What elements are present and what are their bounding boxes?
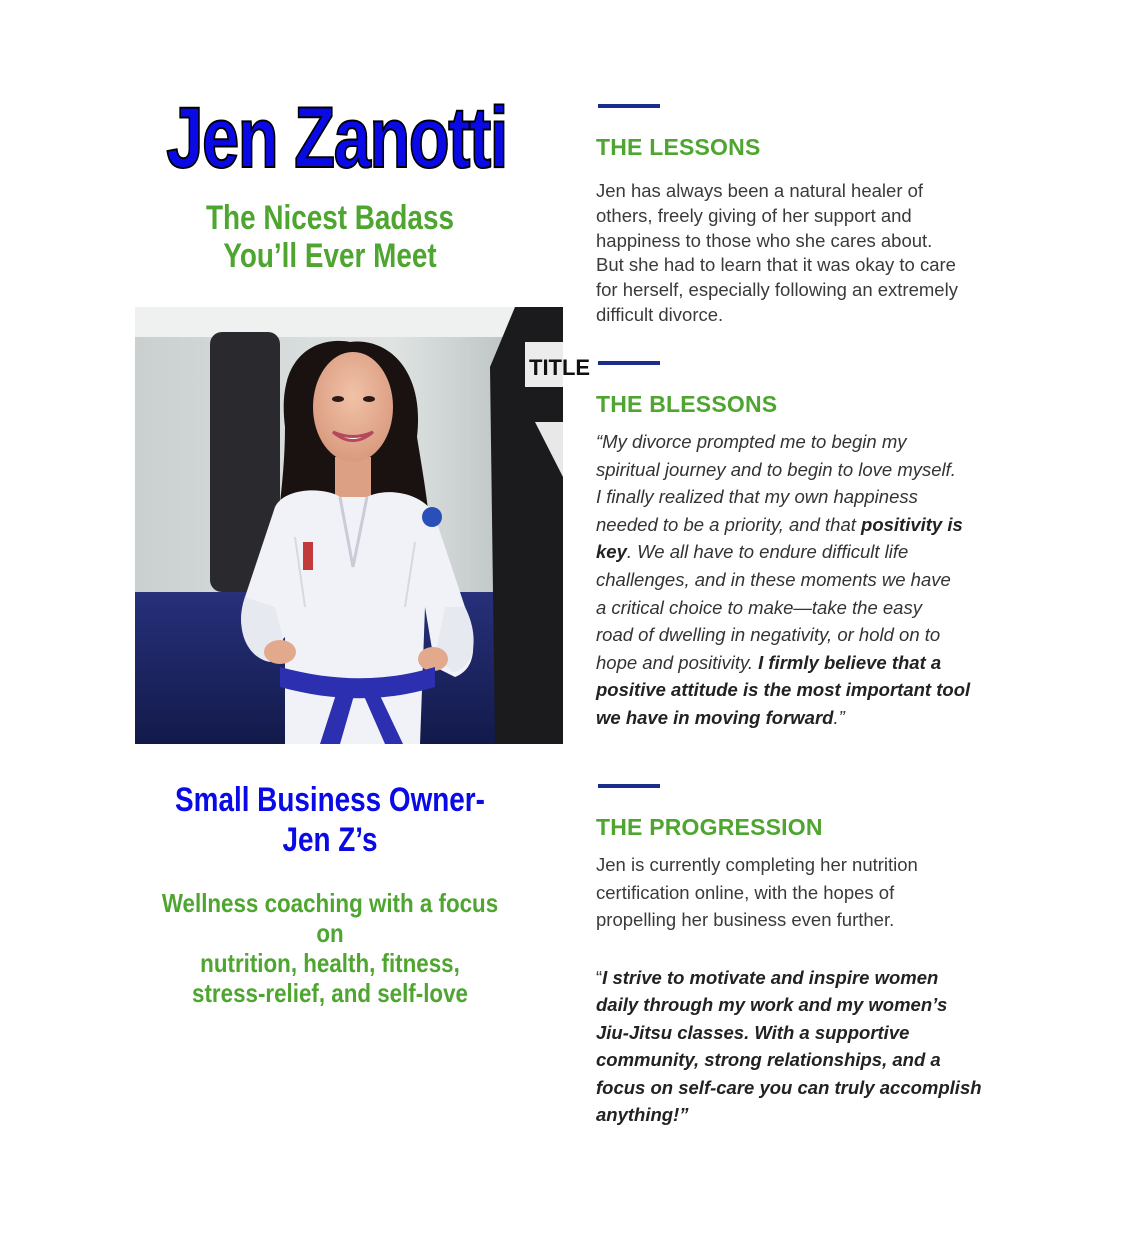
progression-heading: THE PROGRESSION xyxy=(596,814,823,840)
blessons-line xyxy=(596,704,996,732)
blessons-line: road of dwelling in negativity, or hold on to xyxy=(596,624,941,646)
blessons-emphasis: I firmly believe that a xyxy=(758,651,942,673)
tagline-line-2: You’ll Ever Meet xyxy=(223,237,437,275)
wellness-line-3: stress-relief, and self-love xyxy=(192,978,468,1008)
progression-quote-line xyxy=(596,1074,996,1102)
progression-divider xyxy=(598,784,660,788)
lessons-heading: THE LESSONS xyxy=(596,134,761,160)
progression-quote-line xyxy=(596,1101,996,1129)
blessons-line: I finally realized that my own happiness xyxy=(596,486,918,508)
lessons-line: others, freely giving of her support and xyxy=(596,204,912,226)
lessons-section xyxy=(596,134,996,328)
progression-body xyxy=(596,851,996,934)
profile-tagline xyxy=(158,199,502,275)
progression-quote-line xyxy=(596,1046,996,1074)
progression-line: propelling her business even further. xyxy=(596,909,895,930)
lessons-line: happiness to those who she cares about. xyxy=(596,229,933,251)
tagline-line-1: The Nicest Badass xyxy=(206,199,454,237)
lessons-line: But she had to learn that it was okay to care xyxy=(596,254,956,276)
lessons-line: Jen has always been a natural healer of xyxy=(596,180,924,201)
lessons-line: difficult divorce. xyxy=(596,303,724,325)
lessons-body xyxy=(596,179,996,328)
blessons-line xyxy=(596,511,996,539)
wellness-line-2: nutrition, health, fitness, xyxy=(200,948,460,978)
profile-header xyxy=(120,90,540,275)
blessons-emphasis: positive attitude is the most important tool xyxy=(596,679,971,701)
progression-line: certification online, with the hopes of xyxy=(596,881,895,903)
quote-text: daily through my work and my women’s xyxy=(596,994,948,1016)
quote-text: anything!” xyxy=(596,1104,689,1126)
progression-quote-line xyxy=(596,1019,996,1047)
blessons-divider xyxy=(598,361,660,365)
progression-quote-line xyxy=(596,964,996,992)
progression-section xyxy=(596,814,996,1129)
blessons-line xyxy=(596,649,996,677)
blessons-quote xyxy=(596,428,996,732)
blessons-line xyxy=(596,676,996,704)
blessons-text: needed to be a priority, and that xyxy=(596,513,862,535)
quote-text: community, strong relationships, and a xyxy=(596,1049,941,1071)
quote-open-mark: “ xyxy=(596,966,603,988)
quote-text: I strive to motivate and inspire women xyxy=(602,966,939,988)
progression-line: Jen is currently completing her nutrition xyxy=(596,854,918,875)
lessons-divider xyxy=(598,104,660,108)
profile-photo xyxy=(135,307,591,744)
quote-text: focus on self-care you can truly accomplish xyxy=(596,1076,982,1098)
blessons-line: “My divorce prompted me to begin my xyxy=(596,431,907,452)
owner-line-1: Small Business Owner- xyxy=(175,781,485,819)
blessons-text: .” xyxy=(833,706,845,728)
owner-line-2: Jen Z’s xyxy=(282,821,378,859)
lessons-line: for herself, especially following an extremely xyxy=(596,279,958,301)
quote-text: Jiu-Jitsu classes. With a supportive xyxy=(596,1021,910,1043)
blessons-text: . We all have to endure difficult life xyxy=(626,541,909,563)
blessons-line: challenges, and in these moments we have xyxy=(596,568,951,590)
blessons-emphasis: positivity is xyxy=(861,513,963,535)
blessons-heading: THE BLESSONS xyxy=(596,391,778,417)
blessons-emphasis: key xyxy=(596,541,627,563)
blessons-text: hope and positivity. xyxy=(596,651,759,673)
blessons-line: spiritual journey and to begin to love myself. xyxy=(596,458,956,480)
blessons-emphasis: we have in moving forward xyxy=(596,706,834,728)
photo-bag-text: TITLE xyxy=(529,355,591,380)
progression-quote-line xyxy=(596,991,996,1019)
progression-quote xyxy=(596,964,996,1130)
wellness-line-1: Wellness coaching with a focus on xyxy=(161,888,499,948)
blessons-section xyxy=(596,391,996,732)
blessons-line: a critical choice to make—take the easy xyxy=(596,596,922,618)
wellness-description xyxy=(149,888,510,1008)
owner-title xyxy=(158,780,502,860)
blessons-line xyxy=(596,538,996,566)
profile-name: Jen Zanotti xyxy=(166,90,507,186)
